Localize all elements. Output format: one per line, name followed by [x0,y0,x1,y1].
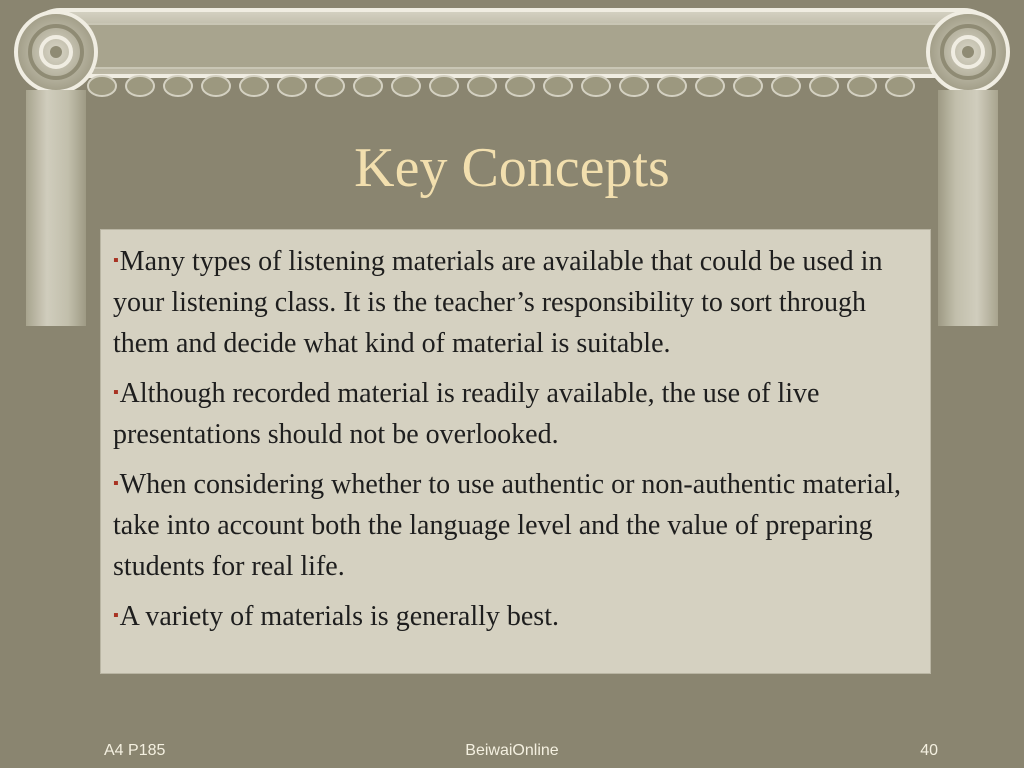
bullet-text: When considering whether to use authentic or non-authentic material, take into account both the language level and the value of preparing students for real life. [113,469,902,582]
bullet-marker: ▪ [113,384,119,401]
bullet-text: A variety of materials is generally best. [119,601,559,632]
footer-source: BeiwaiOnline [465,742,559,759]
bullet-list [100,229,931,674]
bullet-text: Although recorded material is readily available, the use of live presentations should not be overlooked. [113,378,820,450]
slide-title: Key Concepts [354,137,670,199]
footer-reference: A4 P185 [104,742,166,759]
left-pillar [26,90,86,326]
list-item [113,240,922,364]
list-item [113,595,922,637]
spiral-scroll-icon [928,12,1008,92]
bullet-marker: ▪ [113,252,119,269]
column-capital-frame [10,6,1014,98]
list-item [113,372,922,455]
list-item [113,463,922,587]
right-pillar [938,90,998,326]
bullet-marker: ▪ [113,475,119,492]
bullet-text: Many types of listening materials are available that could be used in your listening class. It is the teacher’s responsibility to sort through them and decide what kind of material is suitable. [113,246,883,359]
spiral-scroll-icon [16,12,96,92]
slide-number: 40 [920,742,938,759]
bullet-marker: ▪ [113,607,119,624]
